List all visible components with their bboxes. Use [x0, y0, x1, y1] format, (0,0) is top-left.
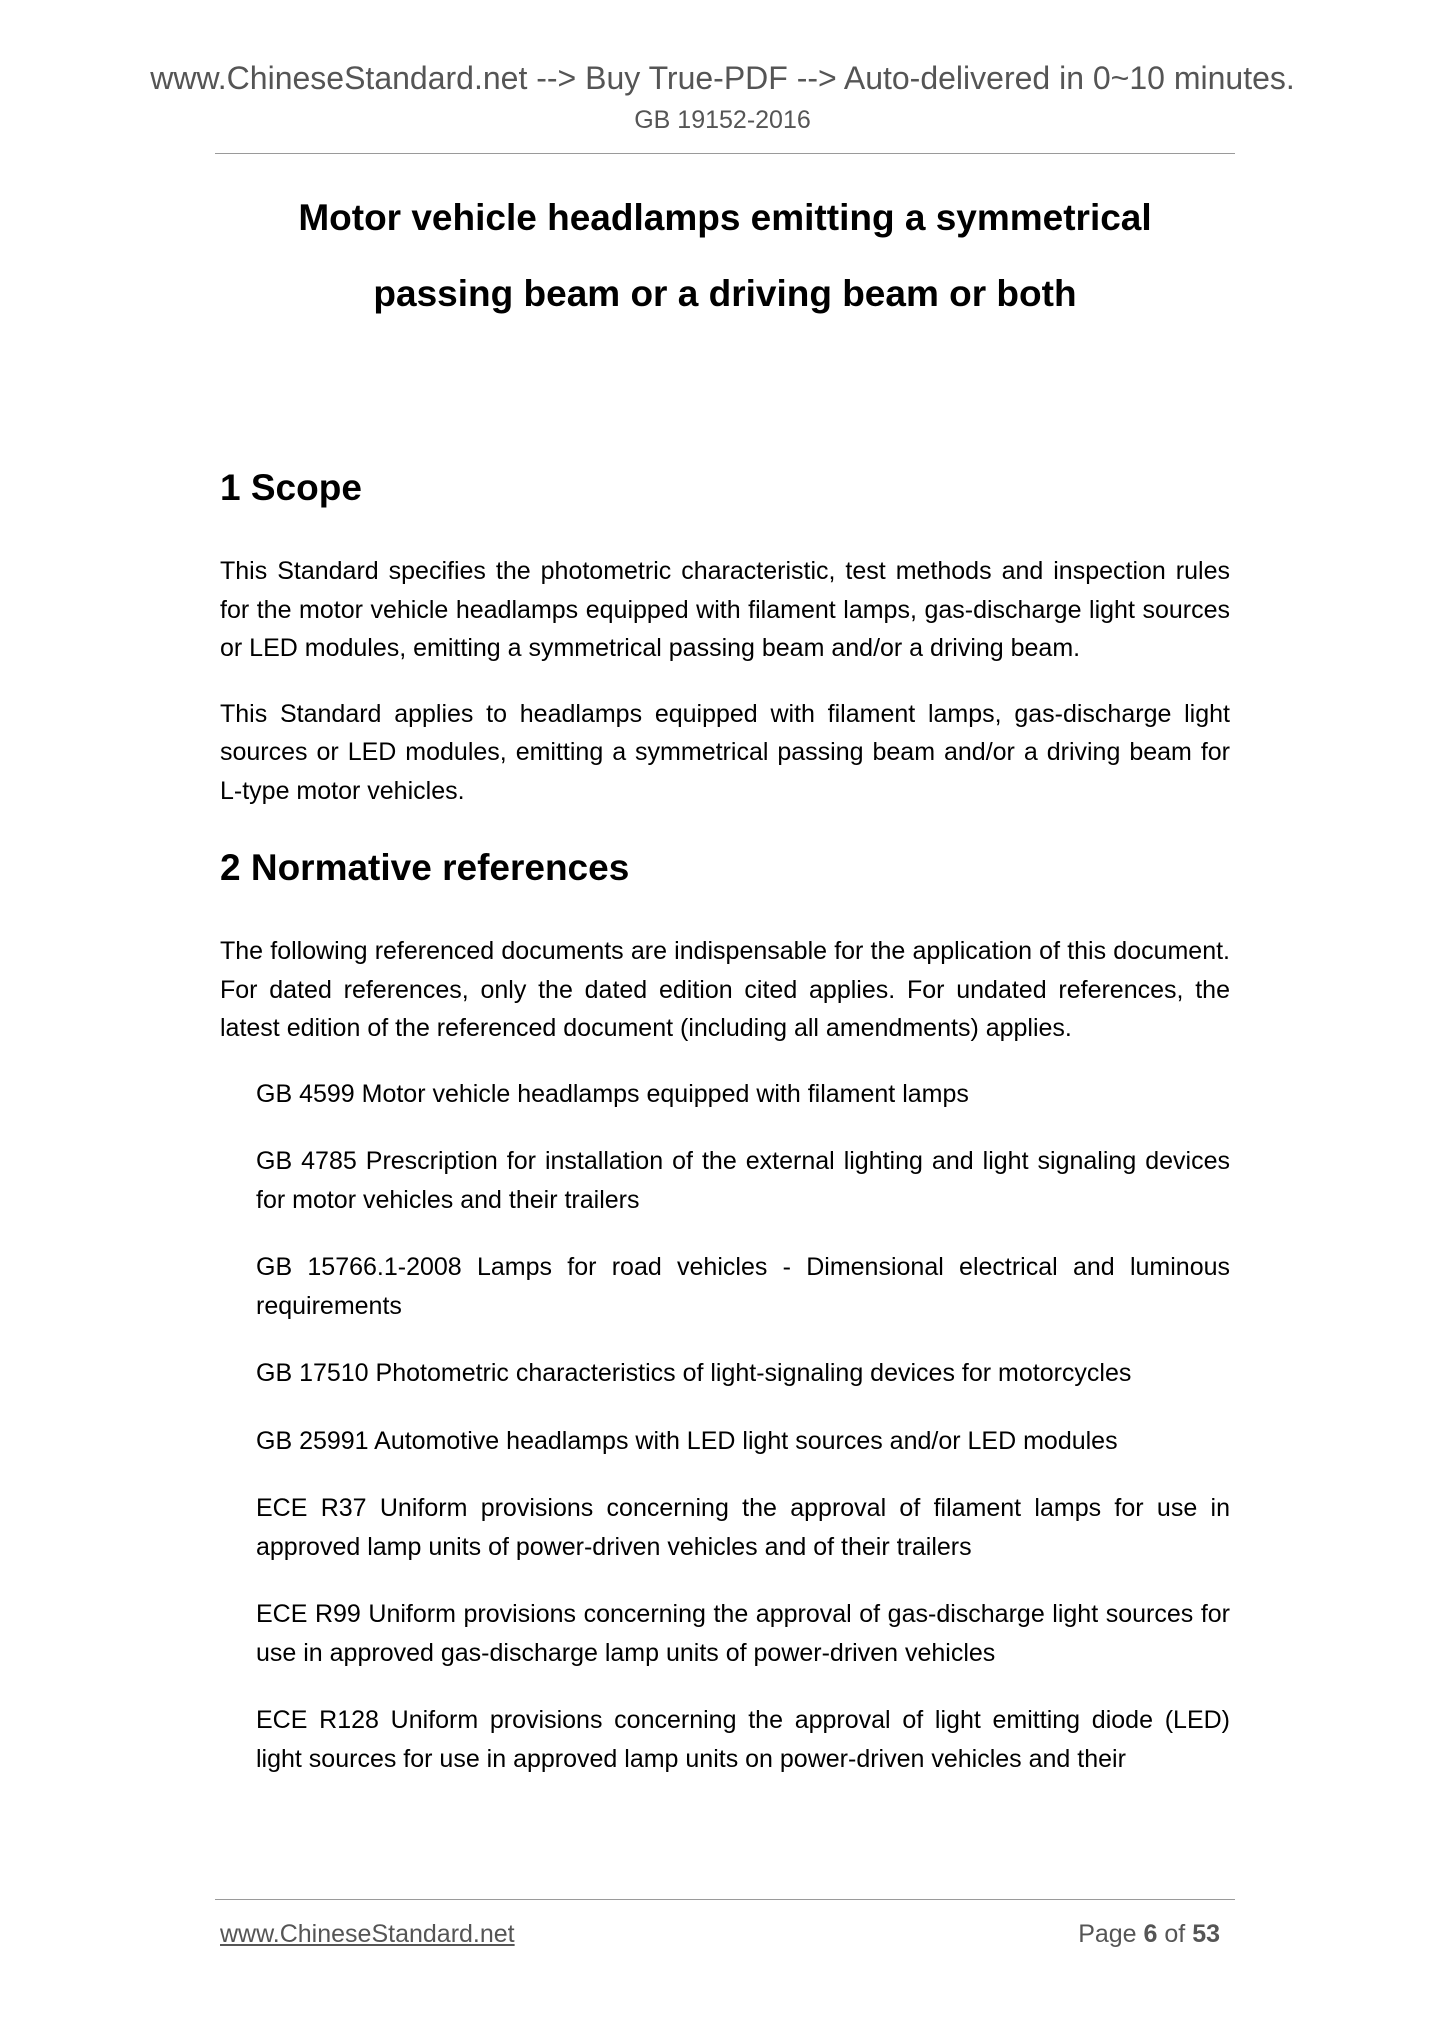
page-total: 53 [1192, 1920, 1220, 1948]
reference-list [220, 1075, 1230, 1779]
document-title [220, 180, 1230, 332]
reference-item: GB 25991 Automotive headlamps with LED light sources and/or LED modules [256, 1426, 1118, 1455]
page-prefix: Page [1078, 1920, 1144, 1948]
page-indicator [1078, 1918, 1220, 1950]
section-heading-scope: 1 Scope [220, 467, 362, 508]
page-current: 6 [1143, 1920, 1158, 1948]
scope-paragraph-2: This Standard applies to headlamps equipped with filament lamps, gas-discharge light sources or LED modules, emitting a symmetrical passing beam and/or a driving beam for L-type motor vehicles. [220, 699, 1230, 805]
header-divider [215, 153, 1235, 154]
reference-item: GB 15766.1-2008 Lamps for road vehicles - Dimensional electrical and luminous requirements [256, 1253, 1230, 1320]
references-intro-paragraph: The following referenced documents are indispensable for the application of this document. For dated references, only the dated edition cited applies. For undated references, the latest edition of the referenced document (including all amendments) applies. [220, 937, 1230, 1042]
section-heading-normative-references: 2 Normative references [220, 847, 630, 888]
reference-item: GB 4785 Prescription for installation of the external lighting and light signaling devices for motor vehicles and their trailers [256, 1147, 1230, 1214]
reference-item: ECE R99 Uniform provisions concerning the approval of gas-discharge light sources for use in approved gas-discharge lamp units of power-driven vehicles [256, 1600, 1230, 1667]
footer-site-link[interactable]: www.ChineseStandard.net [220, 1920, 515, 1948]
footer-divider [215, 1899, 1235, 1900]
title-line-2: passing beam or a driving beam or both [373, 273, 1077, 314]
page-of: of [1157, 1920, 1193, 1948]
reference-item: GB 17510 Photometric characteristics of light-signaling devices for motorcycles [256, 1359, 1132, 1387]
reference-item: ECE R37 Uniform provisions concerning the approval of filament lamps for use in approved lamp units of power-driven vehicles and of their trailers [256, 1494, 1230, 1561]
scope-paragraph-1: This Standard specifies the photometric characteristic, test methods and inspection rules for the motor vehicle headlamps equipped with filament lamps, gas-discharge light sources or LED modules, emitting a symmetrical passing beam and/or a driving beam. [220, 557, 1230, 662]
reference-item: GB 4599 Motor vehicle headlamps equipped with filament lamps [256, 1079, 969, 1108]
reference-item: ECE R128 Uniform provisions concerning the approval of light emitting diode (LED) light sources for use in approved lamp units on power-driven vehicles and their [256, 1706, 1230, 1773]
title-line-1: Motor vehicle headlamps emitting a symmetrical [298, 197, 1152, 238]
page-content [220, 180, 1230, 1807]
header-banner: www.ChineseStandard.net --> Buy True-PDF --> Auto-delivered in 0~10 minutes. [150, 60, 1295, 96]
standard-code: GB 19152-2016 [634, 106, 811, 134]
